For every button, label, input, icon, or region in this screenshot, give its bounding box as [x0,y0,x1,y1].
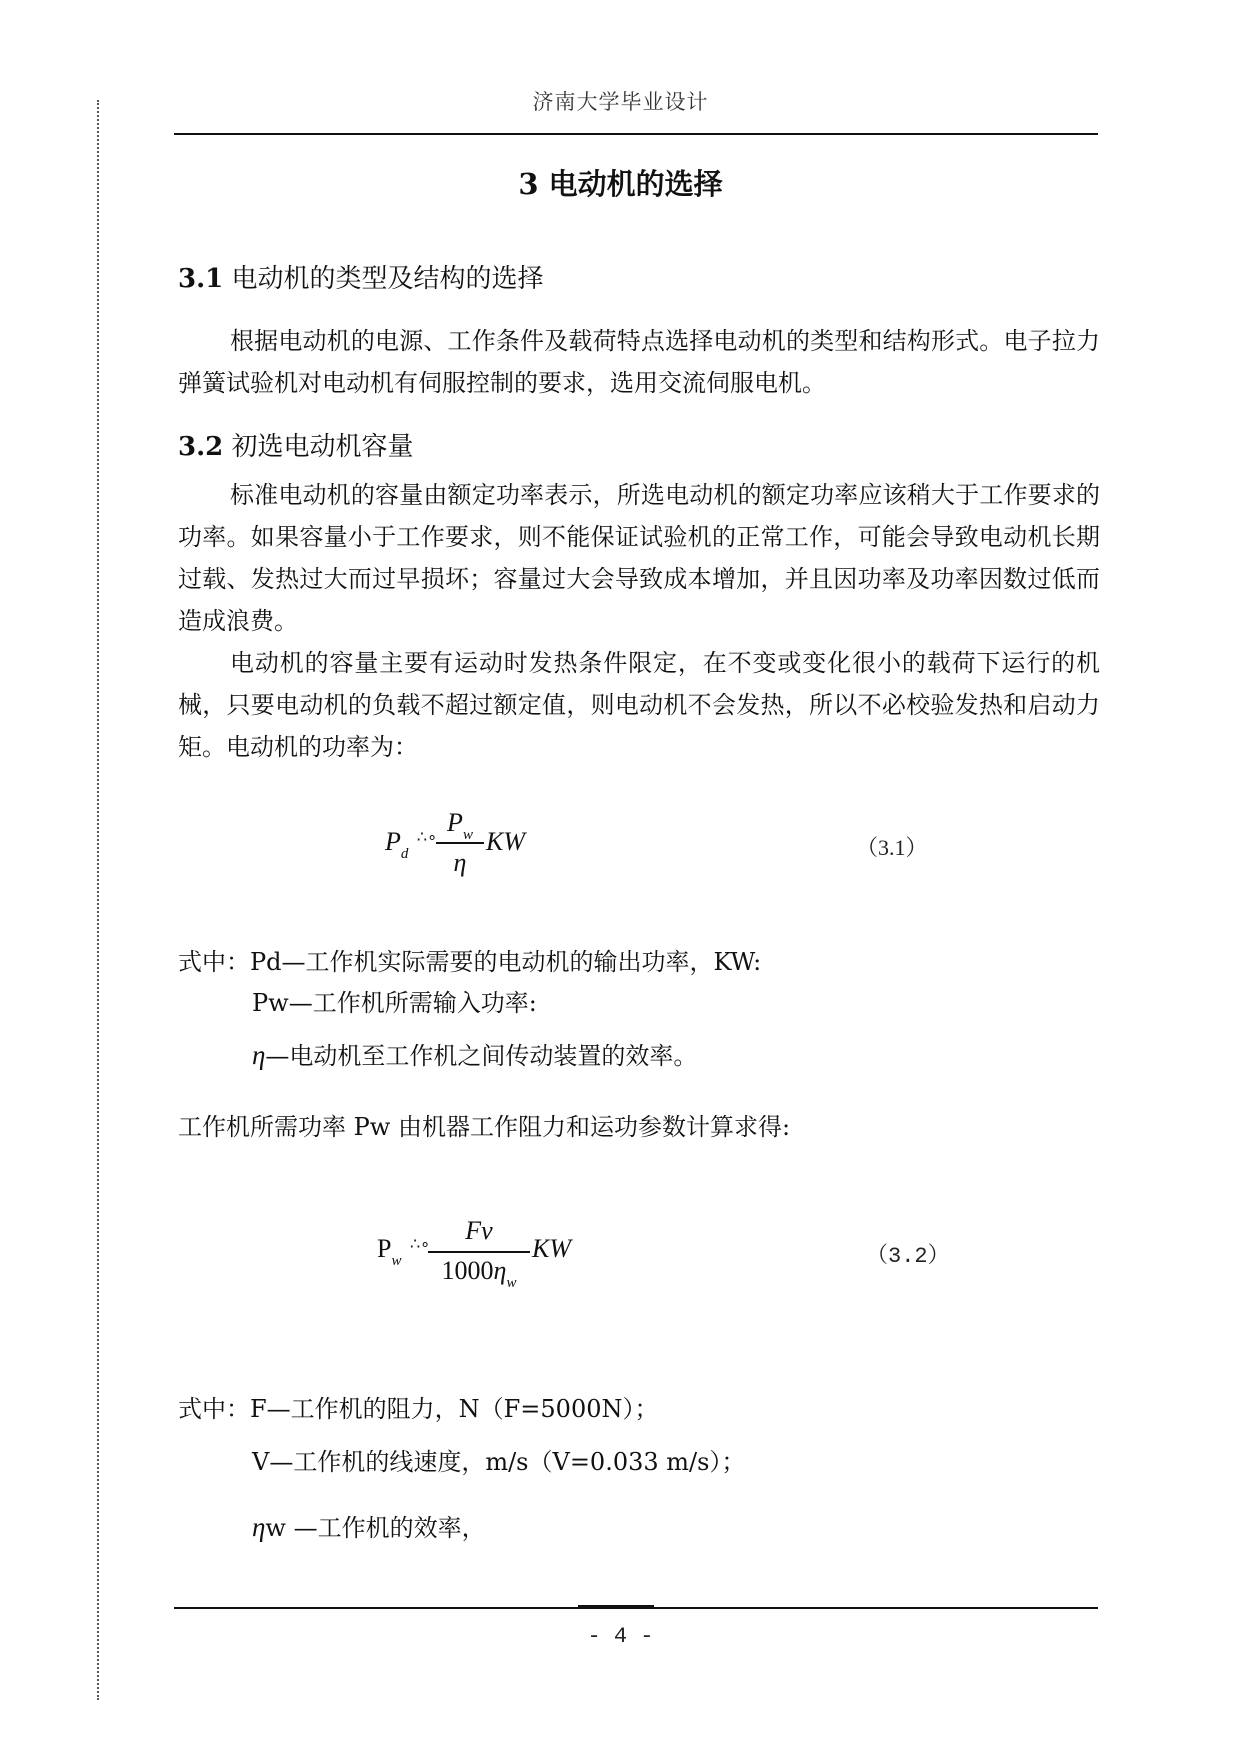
section-title: 电动机的类型及结构的选择 [231,264,544,294]
formula-3-1-lhs: $P_d$ ∴∘ [385,827,438,862]
paragraph: 根据电动机的电源、工作条件及载荷特点选择电动机的类型和结构形式。电子拉力弹簧试验机对电动机有伺服控制的要求，选用交流伺服电机。 [178,327,1100,397]
formula-3-1-unit: KW [486,827,525,856]
symbol-note: Pw—工作机所需输入功率: [252,989,537,1017]
page-number: - 4 - [587,1624,654,1649]
symbol-note: V—工作机的线速度，m/s（V=0.033 m/s）； [252,1448,746,1476]
section-number: 3.1 [178,264,224,294]
section-number: 3.2 [178,432,224,462]
chapter-title: 3 电动机的选择 [518,167,723,201]
formula-3-2-numerator: Fv [465,1216,493,1245]
running-header: 济南大学毕业设计 [532,90,709,114]
fraction-bar [428,1251,530,1253]
section-heading-3-2 [178,426,414,463]
paragraph: 工作机所需功率 Pw 由机器工作阻力和运功参数计算求得: [178,1113,791,1141]
section-title: 初选电动机容量 [231,432,414,462]
formula-3-2-denominator: $1000\eta_w$ [441,1256,517,1291]
binding-dotted-line [97,100,99,1700]
formula-3-1-numerator: $P_w$ [447,808,473,843]
paragraph: 电动机的容量主要有运动时发热条件限定，在不变或变化很小的载荷下运行的机械，只要电动机的负载不超过额定值，则电动机不会发热，所以不必校验发热和启动力矩。电动机的功率为： [178,649,1100,761]
paragraph: 标准电动机的容量由额定功率表示，所选电动机的额定功率应该稍大于工作要求的功率。如果容量小于工作要求，则不能保证试验机的正常工作，可能会导致电动机长期过载、发热过大而过早损坏；容量过大会导致成本增加，并且因功率及功率因数过低而造成浪费。 [178,481,1100,635]
section-heading-3-1 [178,258,544,295]
symbol-note: 式中：F—工作机的阻力，N（F=5000N）； [178,1395,659,1423]
formula-3-1-denominator: η [453,848,467,877]
equation-number: （3.2） [866,1244,950,1269]
symbol-note: 式中：Pd—工作机实际需要的电动机的输出功率，KW: [178,948,762,976]
symbol-note: η—电动机至工作机之间传动装置的效率。 [252,1040,698,1070]
equation-number: （3.1） [856,835,928,860]
formula-3-2-unit: KW [532,1234,571,1263]
formula-3-2-lhs: $P_w$ ∴∘ [377,1234,431,1269]
symbol-note: ηw —工作机的效率， [252,1512,486,1542]
header-rule [174,133,1098,135]
fraction-bar [436,842,484,844]
footer-rule-accent [578,1605,654,1609]
